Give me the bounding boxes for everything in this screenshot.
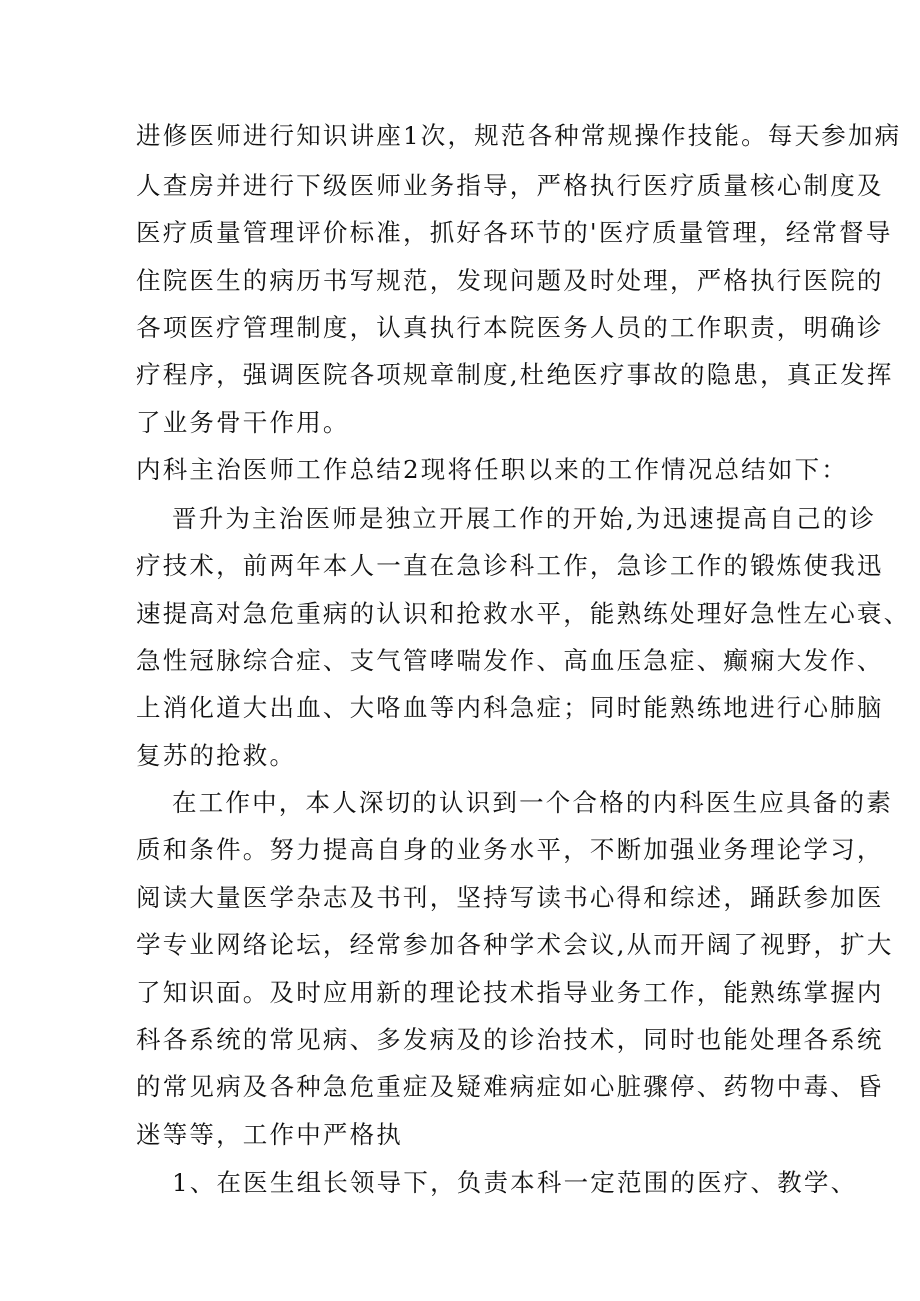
paragraph-line: 急性冠脉综合症、支气管哮喘发作、高血压急症、癫痫大发作、 [136,646,884,675]
paragraph-line: 速提高对急危重病的认识和抢救水平，能熟练处理好急性左心衰、 [136,599,911,628]
section-heading: 内科主治医师工作总结2现将任职以来的工作情况总结如下： [136,455,848,484]
paragraph-line: 科各系统的常见病、多发病及的诊治技术，同时也能处理各系统 [136,1025,884,1054]
paragraph-line: 迷等等，工作中严格执 [136,1120,403,1149]
paragraph-line: 的常见病及各种急危重症及疑难病症如心脏骤停、药物中毒、昏 [136,1072,884,1101]
paragraph-line: 上消化道大出血、大咯血等内科急症；同时能熟练地进行心肺脑 [136,693,884,722]
paragraph-line: 住院医生的病历书写规范，发现问题及时处理，严格执行医院的 [136,266,884,295]
paragraph-line: 阅读大量医学杂志及书刊，坚持写读书心得和综述，踊跃参加医 [136,883,884,912]
paragraph-line: 复苏的抢救。 [136,741,297,770]
paragraph-line: 各项医疗管理制度，认真执行本院医务人员的工作职责，明确诊 [136,313,884,342]
paragraph-line: 进修医师进行知识讲座1次，规范各种常规操作技能。每天参加病 [136,121,902,150]
paragraph-line: 学专业网络论坛，经常参加各种学术会议,从而开阔了视野，扩大 [136,930,894,959]
paragraph-line: 了知识面。及时应用新的理论技术指导业务工作，能熟练掌握内 [136,978,884,1007]
paragraph-line: 了业务骨干作用。 [136,408,350,437]
paragraph-line: 在工作中，本人深切的认识到一个合格的内科医生应具备的素 [172,788,893,817]
paragraph-line: 晋升为主治医师是独立开展工作的开始,为迅速提高自己的诊 [172,504,877,533]
paragraph-line: 疗程序，强调医院各项规章制度,杜绝医疗事故的隐患，真正发挥 [136,360,894,389]
paragraph-line: 医疗质量管理评价标准，抓好各环节的'医疗质量管理，经常督导 [136,218,893,247]
paragraph-line: 质和条件。努力提高自身的业务水平，不断加强业务理论学习， [136,835,884,864]
paragraph-line: 人查房并进行下级医师业务指导，严格执行医疗质量核心制度及 [136,171,884,200]
paragraph-line: 疗技术，前两年本人一直在急诊科工作，急诊工作的锻炼使我迅 [136,551,884,580]
list-item: 1、在医生组长领导下，负责本科一定范围的医疗、教学、 [172,1168,858,1197]
